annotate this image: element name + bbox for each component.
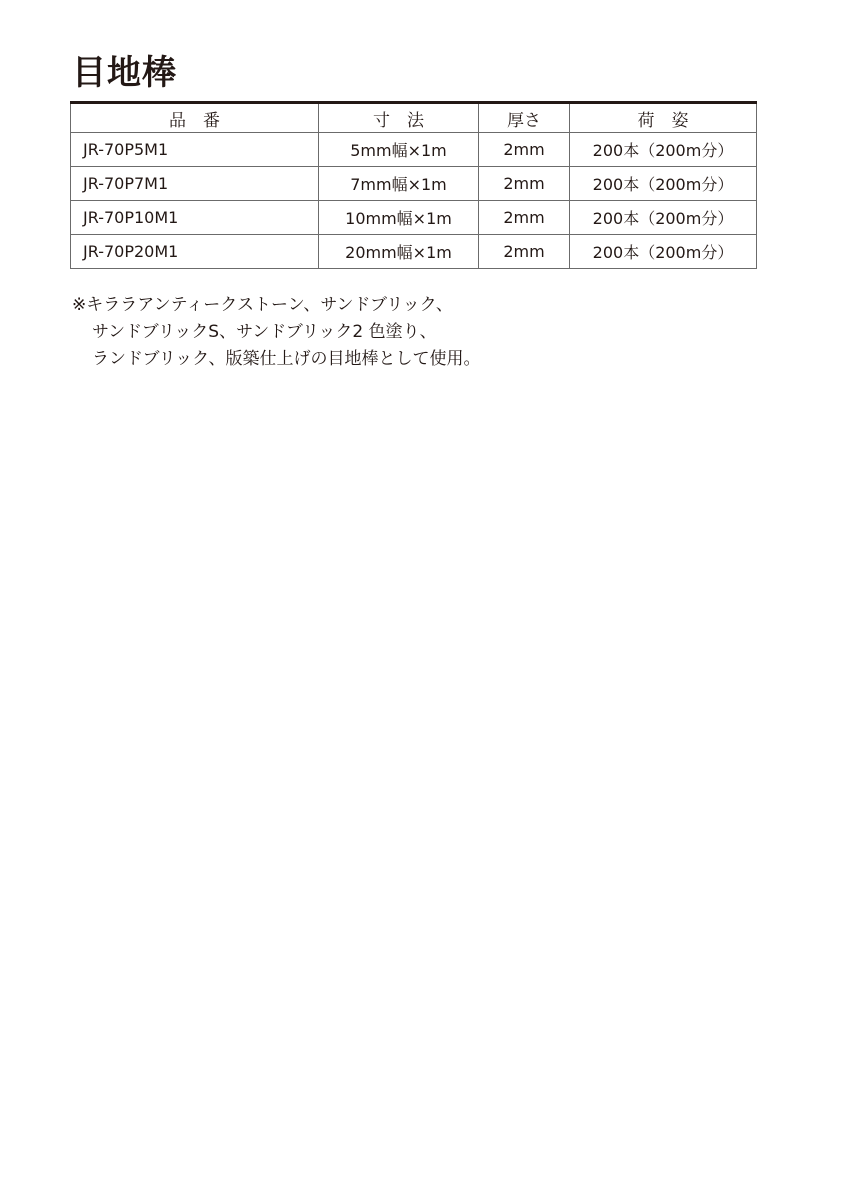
table-header-row <box>71 103 757 133</box>
thickness-cell: 2mm <box>479 235 570 269</box>
thickness-cell: 2mm <box>479 201 570 235</box>
column-header-product-code: 品 番 <box>71 103 319 133</box>
table-row <box>71 235 757 269</box>
table-row <box>71 201 757 235</box>
packaging-cell: 200本（200m分） <box>570 201 757 235</box>
dimensions-cell: 10mm幅×1m <box>319 201 479 235</box>
dimensions-cell: 20mm幅×1m <box>319 235 479 269</box>
table-row <box>71 167 757 201</box>
usage-note-line: サンドブリックS、サンドブリック2 色塗り、 <box>92 322 437 342</box>
dimensions-cell: 5mm幅×1m <box>319 133 479 167</box>
product-spec-table <box>70 101 757 269</box>
page-title: 目地棒 <box>72 53 177 93</box>
product-code-cell: JR-70P7M1 <box>71 167 319 201</box>
packaging-cell: 200本（200m分） <box>570 167 757 201</box>
thickness-cell: 2mm <box>479 167 570 201</box>
product-code-cell: JR-70P10M1 <box>71 201 319 235</box>
thickness-cell: 2mm <box>479 133 570 167</box>
usage-note <box>72 292 480 373</box>
table-row <box>71 133 757 167</box>
column-header-packaging: 荷 姿 <box>570 103 757 133</box>
dimensions-cell: 7mm幅×1m <box>319 167 479 201</box>
usage-note-line: ランドブリック、版築仕上げの目地棒として使用。 <box>92 349 481 369</box>
column-header-thickness: 厚さ <box>479 103 570 133</box>
column-header-dimensions: 寸 法 <box>319 103 479 133</box>
packaging-cell: 200本（200m分） <box>570 133 757 167</box>
packaging-cell: 200本（200m分） <box>570 235 757 269</box>
product-code-cell: JR-70P20M1 <box>71 235 319 269</box>
product-code-cell: JR-70P5M1 <box>71 133 319 167</box>
usage-note-line: ※キララアンティークストーン、サンドブリック、 <box>72 295 453 315</box>
